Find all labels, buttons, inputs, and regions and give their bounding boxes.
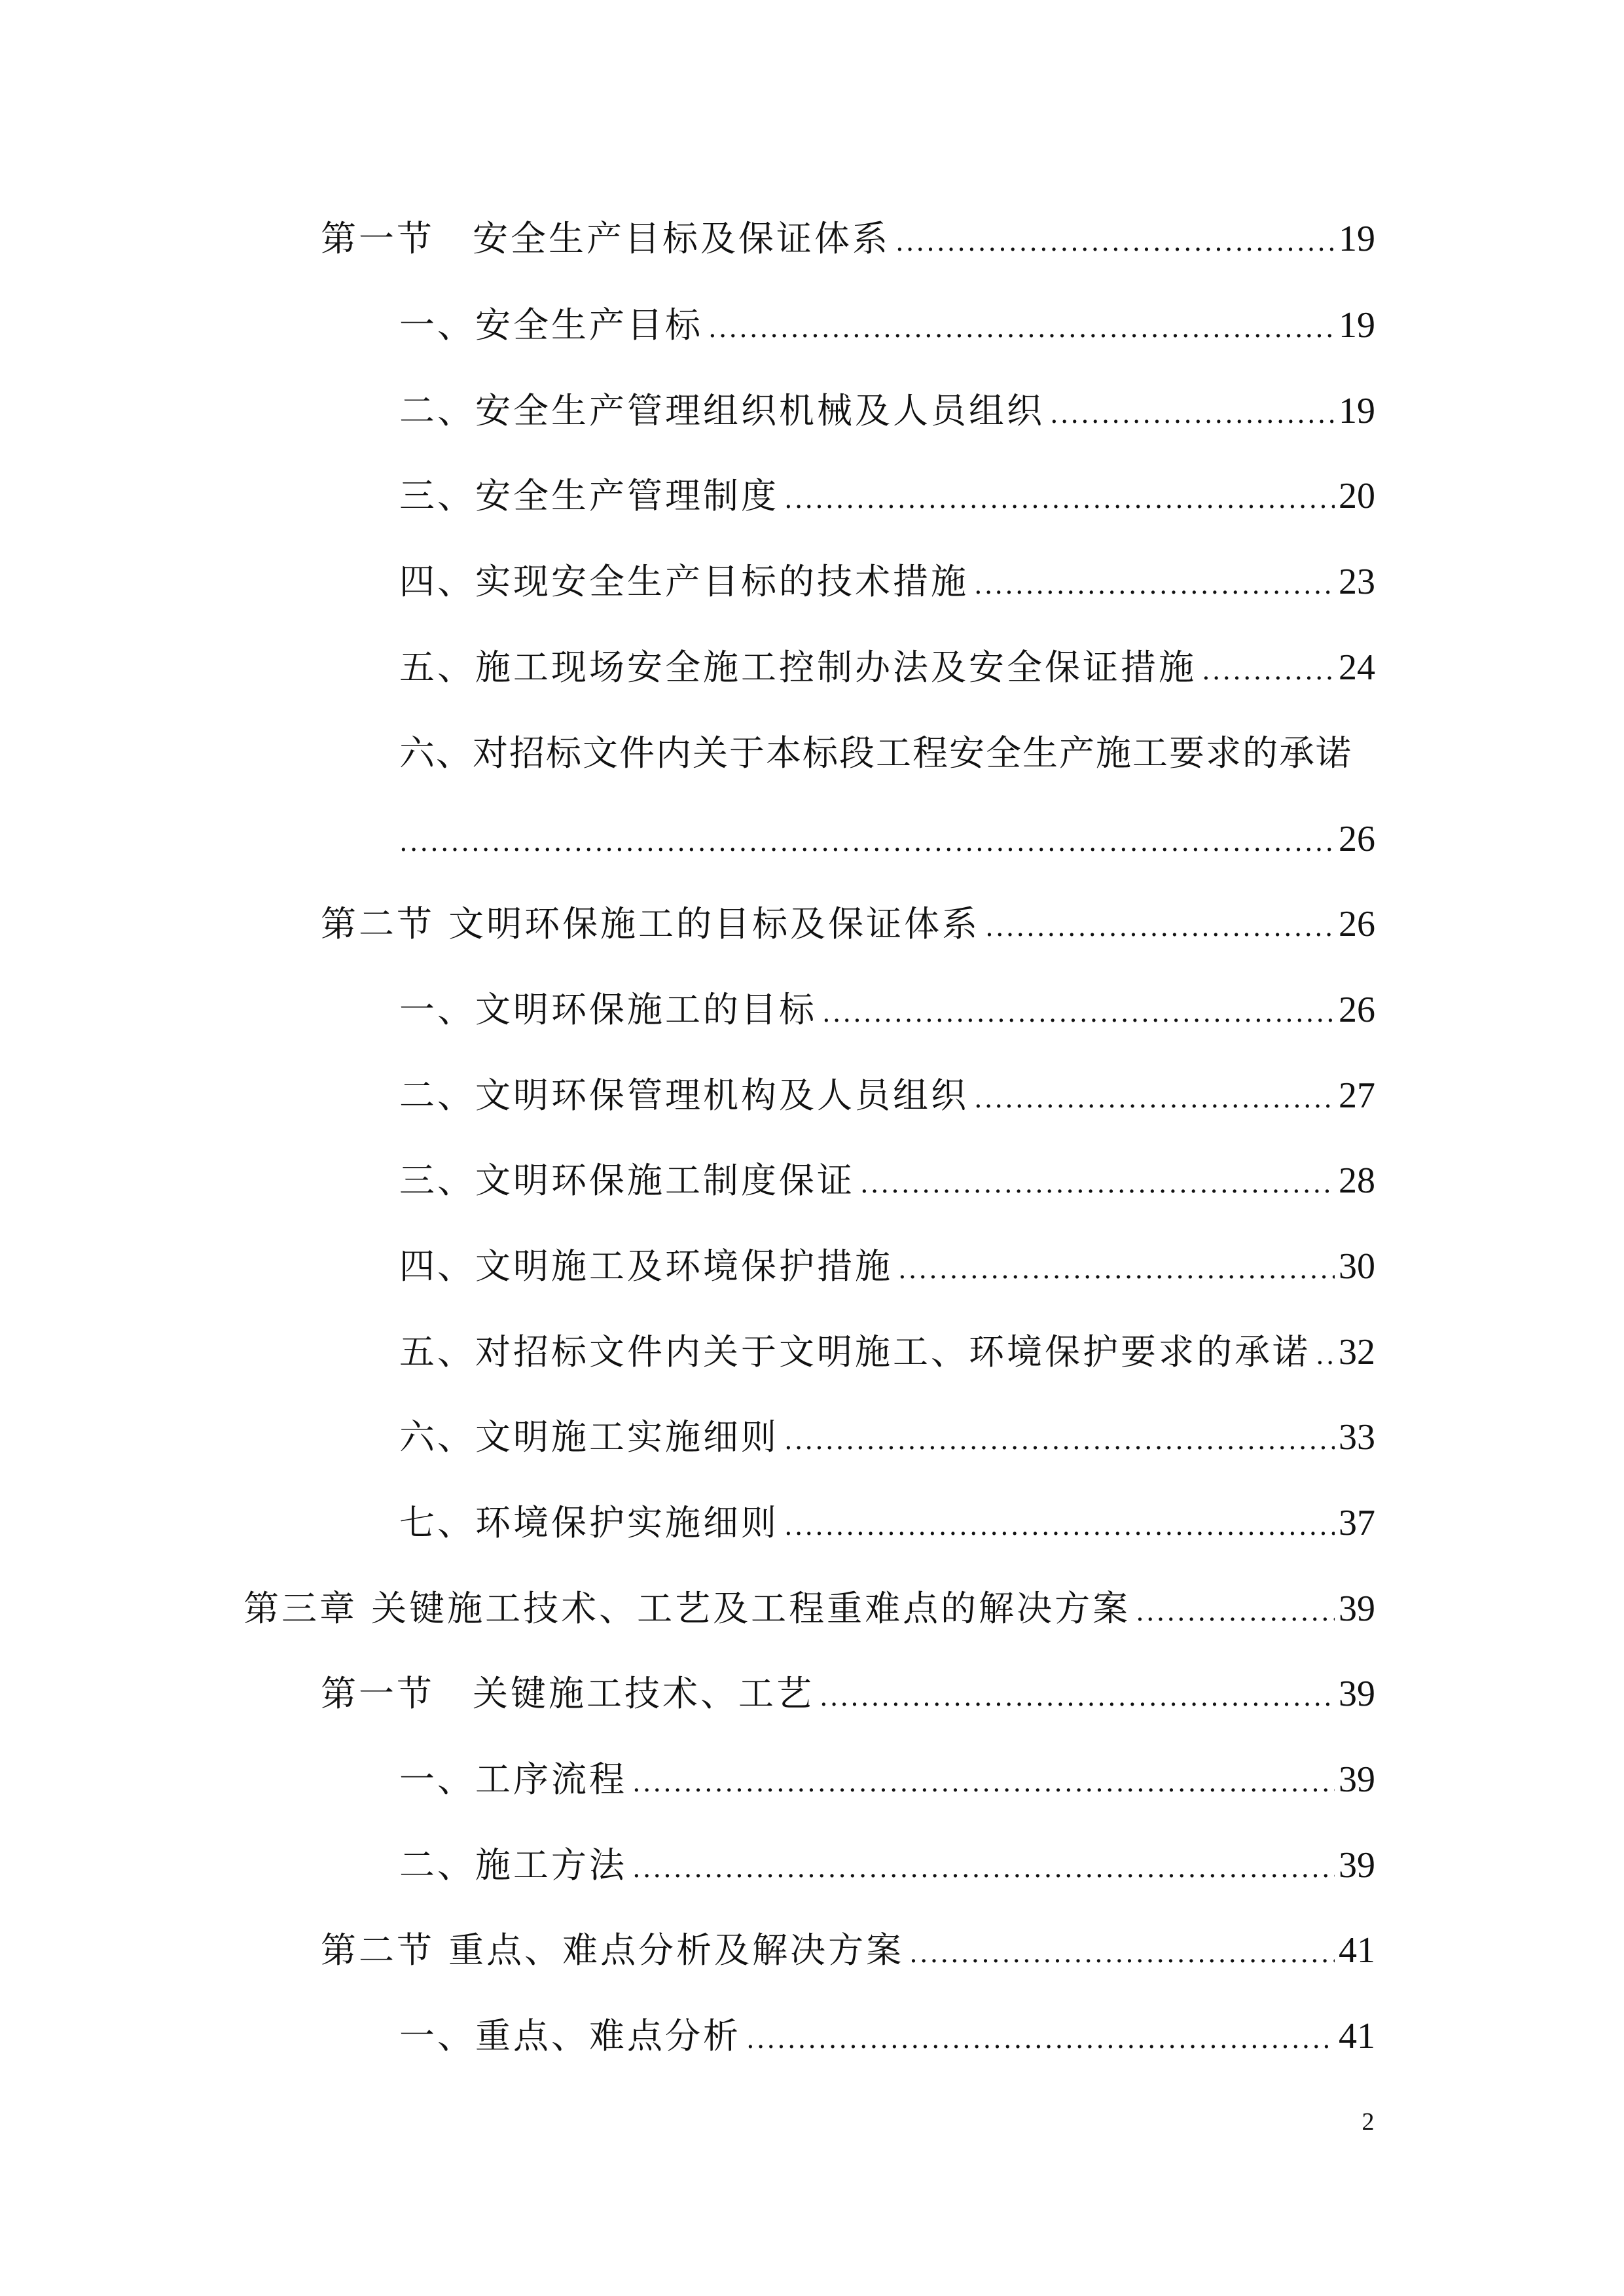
toc-title: 七、环境保护实施细则 xyxy=(399,1502,779,1543)
toc-title: 一、重点、难点分析 xyxy=(399,2015,741,2056)
toc-line-item xyxy=(0,1836,1624,1895)
toc-entry[interactable] xyxy=(399,1151,1375,1210)
toc-leader xyxy=(399,813,1335,872)
toc-leader xyxy=(820,1668,1335,1727)
toc-title: 四、实现安全生产目标的技术措施 xyxy=(399,561,969,602)
toc-leader xyxy=(895,213,1335,272)
toc-line-item-wrapped xyxy=(0,724,1624,783)
toc-page-number: 41 xyxy=(1339,1930,1375,1971)
toc-leader xyxy=(1202,641,1335,700)
toc-entry[interactable] xyxy=(399,552,1375,611)
toc-line-item xyxy=(0,1066,1624,1125)
toc-leader xyxy=(1316,1326,1335,1385)
toc-title: 第一节 关键施工技术、工艺 xyxy=(321,1673,814,1714)
toc-entry[interactable] xyxy=(321,209,1375,268)
toc-title: 二、施工方法 xyxy=(399,1844,627,1886)
toc-entry[interactable] xyxy=(399,1750,1375,1809)
toc-line-item xyxy=(0,638,1624,697)
toc-title: 一、安全生产目标 xyxy=(399,304,703,346)
toc-line-item xyxy=(0,1237,1624,1296)
toc-title: 第二节 重点、难点分析及解决方案 xyxy=(321,1929,905,1971)
toc-leader xyxy=(632,1839,1335,1898)
toc-entry[interactable] xyxy=(399,1494,1375,1552)
toc-title: 二、安全生产管理组织机械及人员组织 xyxy=(399,390,1045,431)
toc-page-number: 39 xyxy=(1339,1759,1375,1800)
toc-entry[interactable] xyxy=(321,1664,1375,1723)
toc-entry[interactable] xyxy=(399,382,1375,440)
toc-title: 六、文明施工实施细则 xyxy=(399,1416,779,1458)
toc-title: 二、文明环保管理机构及人员组织 xyxy=(399,1075,969,1116)
toc-page-number: 20 xyxy=(1339,476,1375,516)
toc-page-number: 19 xyxy=(1339,305,1375,346)
toc-page-number: 39 xyxy=(1339,1588,1375,1629)
toc-title: 第三章 关键施工技术、工艺及工程重难点的解决方案 xyxy=(244,1588,1131,1629)
toc-page-number: 33 xyxy=(1339,1417,1375,1458)
toc-leader xyxy=(898,1240,1335,1299)
toc-page-number: 23 xyxy=(1339,562,1375,602)
toc-entry[interactable] xyxy=(399,2007,1375,2066)
toc-title: 三、文明环保施工制度保证 xyxy=(399,1160,855,1201)
toc-leader xyxy=(974,1069,1335,1128)
toc-line-item xyxy=(0,1750,1624,1809)
toc-line-item xyxy=(0,1151,1624,1210)
toc-page-number: 30 xyxy=(1339,1246,1375,1287)
toc-title: 一、工序流程 xyxy=(399,1759,627,1800)
toc-entry[interactable] xyxy=(399,1323,1375,1382)
toc-entry[interactable] xyxy=(399,810,1375,869)
toc-entry[interactable] xyxy=(399,1237,1375,1296)
toc-page-number: 19 xyxy=(1339,391,1375,431)
toc-leader xyxy=(708,299,1335,358)
toc-line-item xyxy=(0,467,1624,526)
toc-line-item xyxy=(0,980,1624,1039)
toc-title[interactable]: 六、对招标文件内关于本标段工程安全生产施工要求的承诺 xyxy=(399,732,1352,774)
toc-title: 五、施工现场安全施工控制办法及安全保证措施 xyxy=(399,647,1197,688)
toc-title: 四、文明施工及环境保护措施 xyxy=(399,1246,893,1287)
toc-page-number: 26 xyxy=(1339,990,1375,1030)
toc-page-number: 26 xyxy=(1339,904,1375,944)
toc-page-number: 24 xyxy=(1339,647,1375,688)
toc-line-item xyxy=(0,296,1624,355)
toc-leader xyxy=(974,556,1335,615)
toc-title: 五、对招标文件内关于文明施工、环境保护要求的承诺 xyxy=(399,1331,1310,1372)
toc-page-number: 32 xyxy=(1339,1332,1375,1372)
toc-entry[interactable] xyxy=(399,1836,1375,1895)
toc-line-section xyxy=(0,1664,1624,1723)
toc-leader xyxy=(784,1411,1335,1470)
toc-title: 第二节 文明环保施工的目标及保证体系 xyxy=(321,903,981,944)
toc-page-number: 27 xyxy=(1339,1075,1375,1116)
toc-line-item xyxy=(0,1408,1624,1467)
toc-page-number: 41 xyxy=(1339,2016,1375,2056)
toc-leader xyxy=(784,470,1335,529)
toc-page-number: 19 xyxy=(1339,219,1375,259)
toc-line-item-continuation xyxy=(0,810,1624,869)
toc-line-item xyxy=(0,1323,1624,1382)
footer-page-number: 2 xyxy=(1362,2108,1375,2136)
toc-line-item xyxy=(0,552,1624,611)
toc-line-section xyxy=(0,1921,1624,1980)
toc-leader xyxy=(784,1497,1335,1556)
toc-line-section xyxy=(0,895,1624,954)
toc-line-section xyxy=(0,209,1624,268)
toc-entry[interactable] xyxy=(321,895,1375,954)
toc-page-number: 39 xyxy=(1339,1674,1375,1714)
toc-line-item xyxy=(0,1494,1624,1552)
toc-entry[interactable] xyxy=(399,1408,1375,1467)
toc-leader xyxy=(632,1753,1335,1812)
toc-leader xyxy=(746,2010,1335,2069)
toc-title: 第一节 安全生产目标及保证体系 xyxy=(321,218,890,259)
toc-line-item xyxy=(0,382,1624,440)
toc-title: 一、文明环保施工的目标 xyxy=(399,989,817,1030)
toc-entry[interactable] xyxy=(244,1579,1375,1638)
toc-page-number: 39 xyxy=(1339,1845,1375,1886)
toc-leader xyxy=(1136,1583,1335,1641)
toc-title: 三、安全生产管理制度 xyxy=(399,475,779,516)
toc-leader xyxy=(909,1924,1335,1983)
toc-entry[interactable] xyxy=(399,467,1375,526)
toc-entry[interactable] xyxy=(399,1066,1375,1125)
toc-entry[interactable] xyxy=(399,638,1375,697)
toc-page-number: 26 xyxy=(1339,819,1375,859)
toc-line-chapter xyxy=(0,1579,1624,1638)
toc-leader xyxy=(860,1155,1335,1213)
toc-line-item xyxy=(0,2007,1624,2066)
toc-leader xyxy=(822,984,1335,1043)
toc-entry[interactable] xyxy=(399,296,1375,355)
toc-page-number: 37 xyxy=(1339,1503,1375,1543)
toc-entry[interactable] xyxy=(399,980,1375,1039)
toc-page-number: 28 xyxy=(1339,1160,1375,1201)
toc-entry[interactable] xyxy=(321,1921,1375,1980)
toc-leader xyxy=(985,898,1335,957)
toc-leader xyxy=(1050,385,1335,444)
